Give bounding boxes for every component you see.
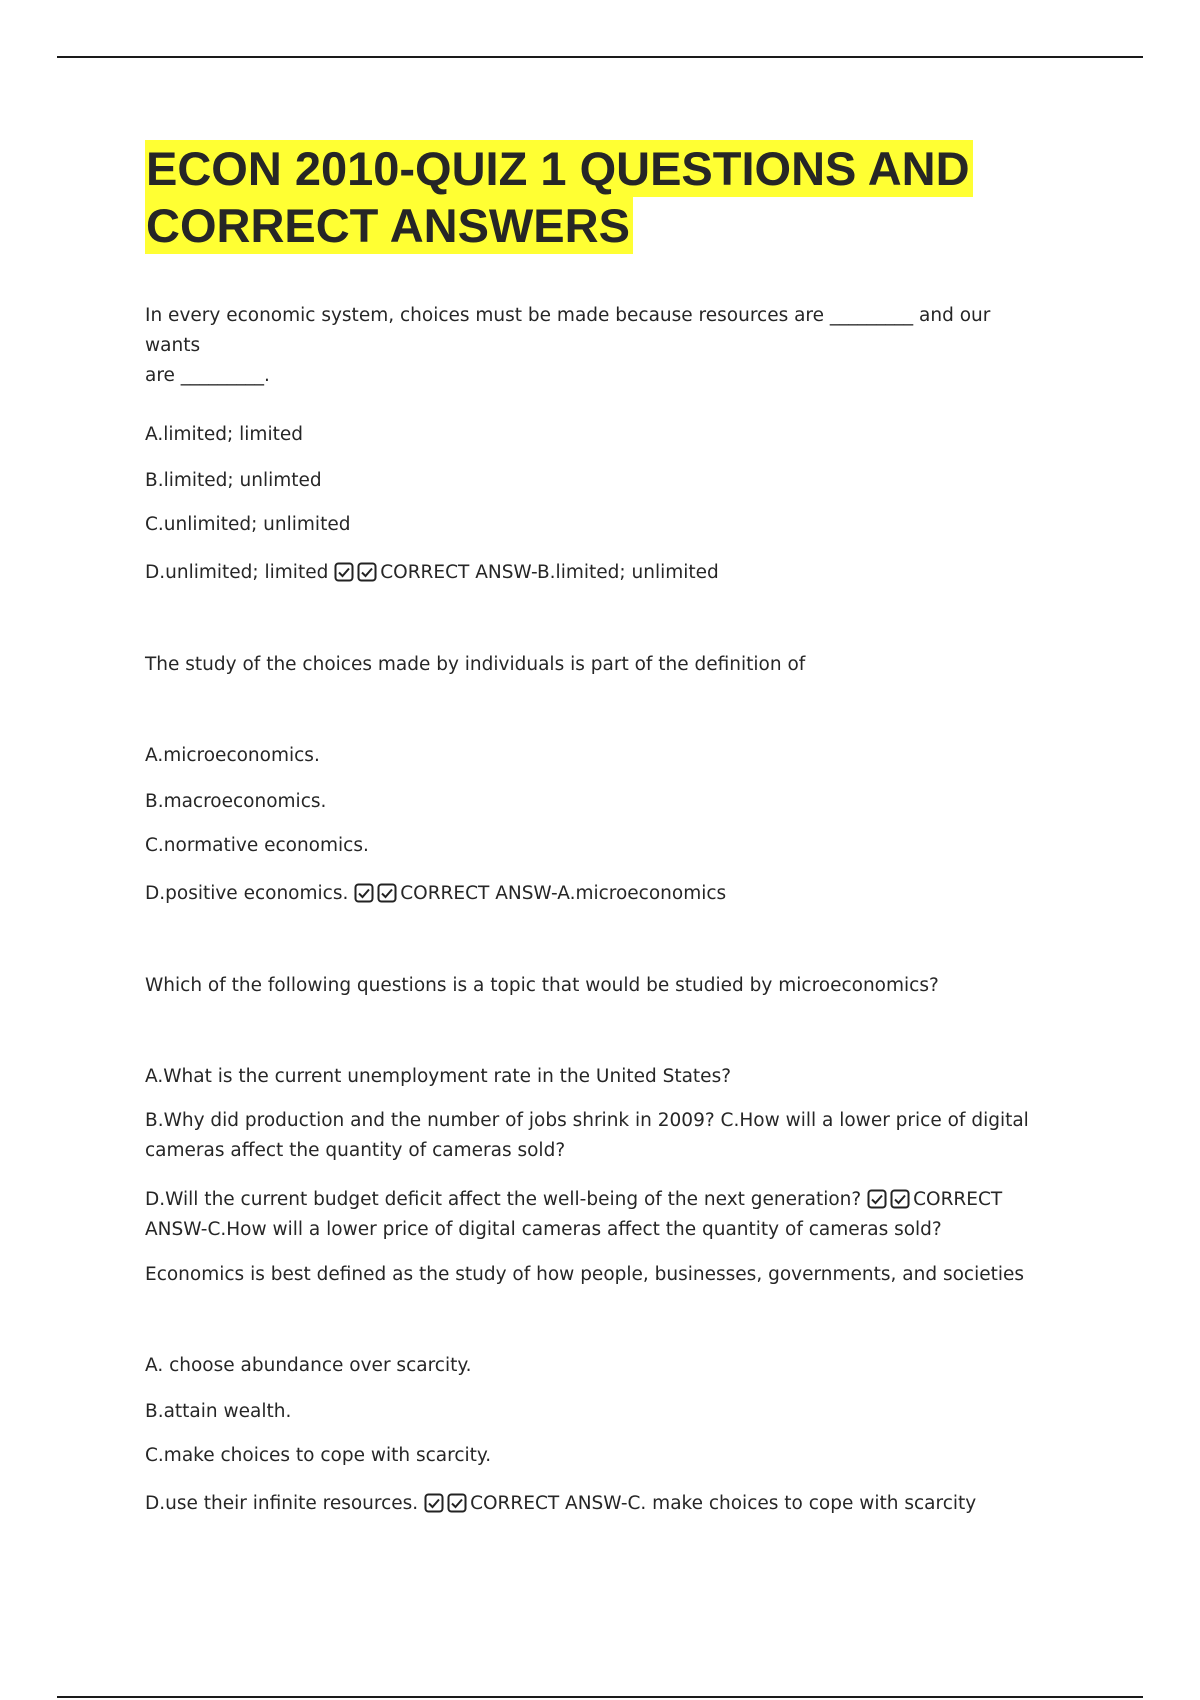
q2-option-d-with-answer bbox=[145, 879, 1045, 909]
q4-option-a: A. choose abundance over scarcity. bbox=[145, 1355, 472, 1376]
checkbox-checked-icon bbox=[890, 1189, 910, 1209]
q1-option-d: D.unlimited; limited bbox=[145, 562, 335, 583]
q2-option-c: C.normative economics. bbox=[145, 835, 369, 856]
page-title bbox=[145, 140, 1045, 254]
q1-option-d-with-answer bbox=[145, 558, 1045, 588]
top-divider bbox=[57, 56, 1143, 58]
checkbox-checked-icon bbox=[357, 562, 377, 582]
q1-option-c: C.unlimited; unlimited bbox=[145, 514, 351, 535]
q3-question: Which of the following questions is a topic that would be studied by microeconomics? bbox=[145, 975, 939, 996]
title-line-2: CORRECT ANSWERS bbox=[145, 197, 633, 254]
q1-question-line-2: are _________. bbox=[145, 365, 270, 386]
q2-option-d: D.positive economics. bbox=[145, 883, 355, 904]
bottom-divider bbox=[57, 1696, 1143, 1698]
q4-option-b: B.attain wealth. bbox=[145, 1401, 292, 1422]
q4-option-c: C.make choices to cope with scarcity. bbox=[145, 1445, 492, 1466]
checkbox-checked-icon bbox=[447, 1493, 467, 1513]
q1-option-a: A.limited; limited bbox=[145, 424, 303, 445]
q2-option-b: B.macroeconomics. bbox=[145, 791, 327, 812]
q2-correct-answer: CORRECT ANSW-A.microeconomics bbox=[400, 883, 727, 904]
q4-option-d-with-answer bbox=[145, 1489, 1045, 1519]
q3-option-d-with-answer bbox=[145, 1185, 1045, 1245]
q3-option-b-c bbox=[145, 1106, 1045, 1166]
q4-question: Economics is best defined as the study of how people, businesses, governments, and societies bbox=[145, 1264, 1025, 1285]
q3-option-bc-line-1: B.Why did production and the number of jobs shrink in 2009? C.How will a lower price of digital bbox=[145, 1110, 1029, 1131]
checkbox-checked-icon bbox=[377, 883, 397, 903]
q4-correct-answer: CORRECT ANSW-C. make choices to cope with scarcity bbox=[470, 1493, 977, 1514]
q3-option-bc-line-2: cameras affect the quantity of cameras sold? bbox=[145, 1140, 566, 1161]
checkbox-checked-icon bbox=[867, 1189, 887, 1209]
q4-option-d: D.use their infinite resources. bbox=[145, 1493, 425, 1514]
q1-correct-answer: CORRECT ANSW-B.limited; unlimited bbox=[380, 562, 719, 583]
q3-correct-answer-part-1: CORRECT bbox=[913, 1189, 1003, 1210]
q1-question-line-1: In every economic system, choices must be made because resources are _________ and our wants bbox=[145, 305, 991, 356]
q1-question bbox=[145, 301, 1045, 391]
q2-question: The study of the choices made by individuals is part of the definition of bbox=[145, 654, 806, 675]
checkbox-checked-icon bbox=[354, 883, 374, 903]
title-line-1: ECON 2010-QUIZ 1 QUESTIONS AND bbox=[145, 140, 973, 197]
q1-option-b: B.limited; unlimted bbox=[145, 470, 322, 491]
q3-option-a: A.What is the current unemployment rate in the United States? bbox=[145, 1066, 732, 1087]
checkbox-checked-icon bbox=[424, 1493, 444, 1513]
checkbox-checked-icon bbox=[334, 562, 354, 582]
q3-correct-answer-part-2: ANSW-C.How will a lower price of digital cameras affect the quantity of cameras sold? bbox=[145, 1219, 942, 1240]
q3-option-d: D.Will the current budget deficit affect the well-being of the next generation? bbox=[145, 1189, 868, 1210]
q2-option-a: A.microeconomics. bbox=[145, 745, 320, 766]
